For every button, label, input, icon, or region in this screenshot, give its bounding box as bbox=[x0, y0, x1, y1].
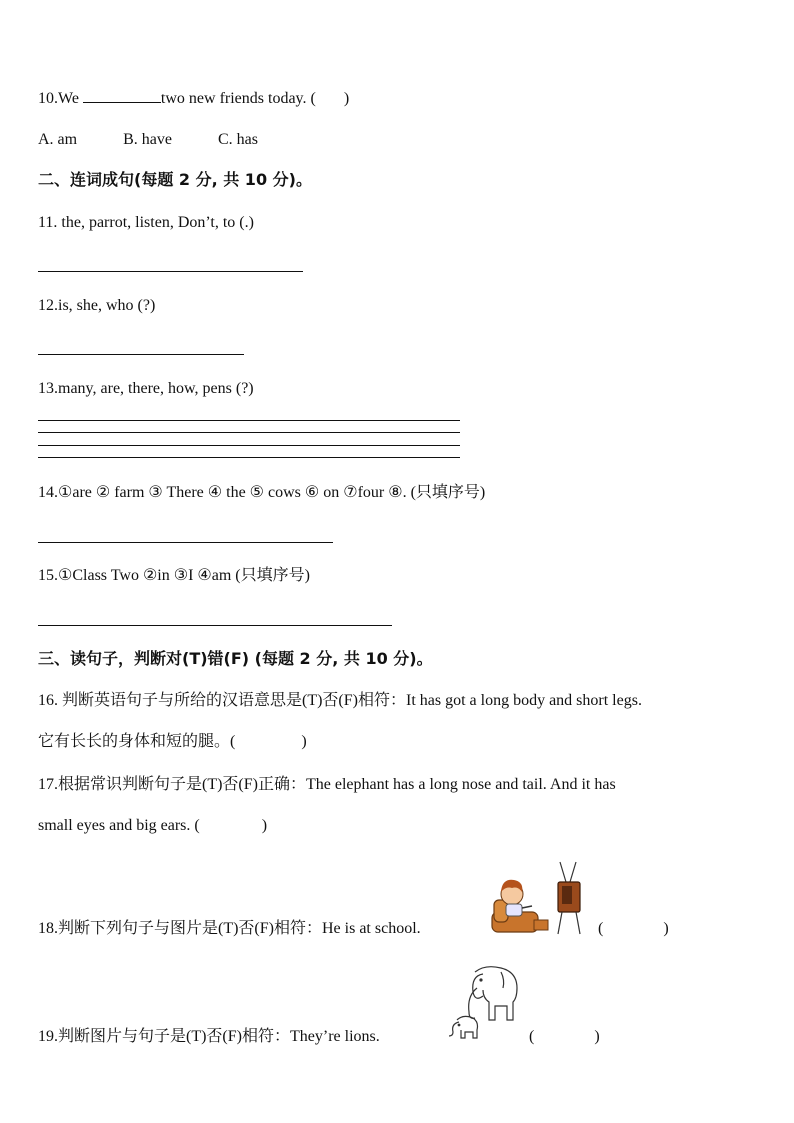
question-12: 12.is, she, who (?) bbox=[38, 297, 156, 314]
q10-option-c: C. has bbox=[217, 131, 258, 148]
q10-answer-blank[interactable] bbox=[83, 88, 161, 103]
question-14: 14.①are ② farm ③ There ④ the ⑤ cows ⑥ on ⑦four ⑧. (只填序号) bbox=[38, 484, 486, 501]
q19-close: ) bbox=[594, 1028, 600, 1045]
question-16-line-2 bbox=[38, 732, 307, 752]
question-16-line-1: 16. 判断英语句子与所给的汉语意思是(T)否(F)相符：It has got a long body and short legs. bbox=[38, 692, 642, 709]
q15-answer-line[interactable] bbox=[38, 625, 392, 626]
q17-close: ) bbox=[261, 817, 268, 834]
q13-answer-line-4[interactable] bbox=[38, 457, 460, 458]
elephants-illustration bbox=[445, 962, 523, 1047]
q10-option-b: B. have bbox=[123, 131, 172, 148]
q16-open: 它有长长的身体和短的腿。( bbox=[38, 733, 236, 750]
q13-answer-line-3[interactable] bbox=[38, 445, 460, 446]
question-10 bbox=[38, 88, 349, 109]
question-13: 13.many, are, there, how, pens (?) bbox=[38, 380, 254, 397]
section-2-heading: 二、连词成句(每题 2 分, 共 10 分)。 bbox=[38, 170, 312, 189]
question-17-line-2 bbox=[38, 816, 267, 836]
question-19: 19.判断图片与句子是(T)否(F)相符：They’re lions. bbox=[38, 1028, 380, 1045]
q13-answer-line-2[interactable] bbox=[38, 432, 460, 433]
q10-options bbox=[38, 130, 258, 150]
question-15: 15.①Class Two ②in ③I ④am (只填序号) bbox=[38, 567, 310, 584]
q10-suffix: two new friends today. ( bbox=[160, 90, 316, 107]
section-3-heading: 三、读句子，判断对(T)错(F) (每题 2 分, 共 10 分)。 bbox=[38, 649, 433, 668]
q10-option-a: A. am bbox=[38, 131, 78, 148]
question-18: 18.判断下列句子与图片是(T)否(F)相符：He is at school. bbox=[38, 920, 421, 937]
q13-answer-line-1[interactable] bbox=[38, 420, 460, 421]
question-17-line-1: 17.根据常识判断句子是(T)否(F)正确：The elephant has a long nose and tail. And it has bbox=[38, 776, 616, 793]
q16-close: ) bbox=[301, 733, 307, 750]
q10-close-paren: ) bbox=[343, 90, 350, 107]
q18-answer-paren bbox=[598, 919, 669, 939]
q18-close: ) bbox=[663, 920, 669, 937]
q11-answer-line[interactable] bbox=[38, 271, 303, 272]
q19-answer-paren bbox=[529, 1027, 600, 1047]
q17-open: small eyes and big ears. ( bbox=[38, 817, 200, 834]
q10-prefix: 10.We bbox=[38, 90, 83, 107]
q18-open: ( bbox=[598, 920, 604, 937]
q14-answer-line[interactable] bbox=[38, 542, 333, 543]
q12-answer-line[interactable] bbox=[38, 354, 244, 355]
question-11: 11. the, parrot, listen, Don’t, to (.) bbox=[38, 214, 254, 231]
child-watching-tv-illustration bbox=[488, 860, 588, 943]
q19-open: ( bbox=[529, 1028, 535, 1045]
